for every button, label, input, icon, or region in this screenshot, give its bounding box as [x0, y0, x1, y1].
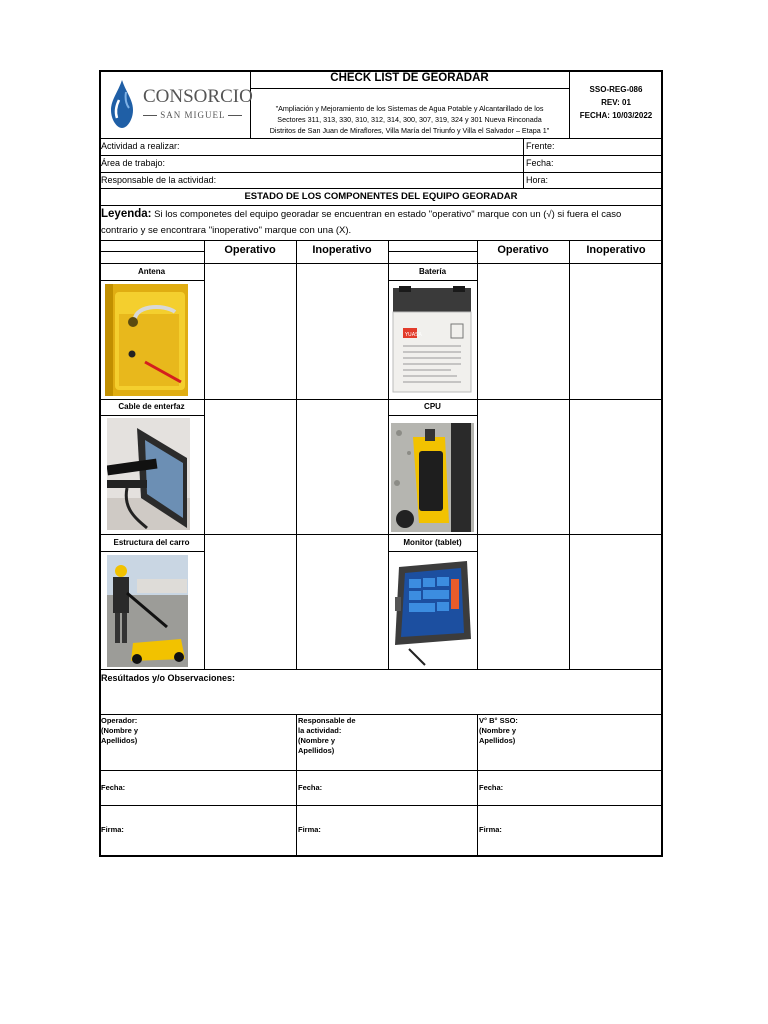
sig-responsable[interactable]: Responsable de la actividad: (Nombre y Apellidos) [298, 716, 356, 755]
observations-area[interactable] [99, 686, 663, 714]
water-drop-icon [109, 78, 135, 130]
field-hora[interactable]: Hora: [526, 175, 549, 185]
doc-rev: REV: 01 [601, 98, 631, 107]
firma-responsable[interactable]: Firma: [298, 825, 321, 834]
antena-photo [105, 284, 188, 396]
project-line-2: Sectores 311, 313, 330, 310, 312, 314, 300, 307, 319, 324 y 301 Nueva Rinconada [277, 115, 542, 124]
component-antena-label: Antena [137, 267, 166, 276]
firma-operador[interactable]: Firma: [101, 825, 124, 834]
sig-vb-sso[interactable]: V° B° SSO: (Nombre y Apellidos) [479, 716, 518, 745]
section-title: ESTADO DE LOS COMPONENTES DEL EQUIPO GEORADAR [244, 191, 518, 202]
cpu-photo [391, 423, 474, 532]
col-inoperativo-right: Inoperativo [586, 244, 646, 256]
bateria-photo [391, 284, 474, 396]
fecha-vb-sso[interactable]: Fecha: [479, 783, 504, 792]
monitor-photo [391, 557, 474, 667]
legend-line-1: Leyenda: Si los componetes del equipo georadar se encuentran en estado "operativo" marque con un (√) si fuera el caso [101, 208, 622, 220]
fecha-responsable[interactable]: Fecha: [298, 783, 323, 792]
project-line-3: Distritos de San Juan de Miraflores, Villa María del Triunfo y Villa el Salvador – Etapa 1" [269, 126, 550, 135]
logo-sub: SAN MIGUEL [143, 110, 231, 120]
estructura-photo [107, 555, 188, 667]
cable-photo [107, 418, 190, 530]
component-cable-label: Cable de enterfaz [118, 402, 185, 411]
col-operativo-left: Operativo [224, 244, 276, 256]
sig-operador[interactable]: Operador: (Nombre y Apellidos) [101, 716, 139, 745]
field-actividad[interactable]: Actividad a realizar: [101, 141, 180, 151]
col-inoperativo-left: Inoperativo [312, 244, 372, 256]
svg-text:YUASA: YUASA [405, 332, 422, 338]
doc-date: FECHA: 10/03/2022 [579, 111, 653, 120]
logo-name: CONSORCIO [143, 86, 253, 107]
component-estructura-label: Estructura del carro [113, 538, 190, 547]
component-bateria-label: Batería [418, 267, 447, 276]
field-frente[interactable]: Frente: [526, 141, 555, 151]
observations-label: Resúltados y/o Observaciones: [101, 673, 236, 683]
company-logo [107, 76, 253, 134]
field-fecha[interactable]: Fecha: [526, 158, 554, 168]
project-line-1: "Ampliación y Mejoramiento de los Sistemas de Agua Potable y Alcantarillado de los [275, 104, 544, 113]
field-area[interactable]: Área de trabajo: [101, 158, 166, 168]
doc-code: SSO-REG-086 [589, 85, 643, 94]
firma-vb-sso[interactable]: Firma: [479, 825, 502, 834]
component-monitor-label: Monitor (tablet) [403, 538, 462, 547]
fecha-operador[interactable]: Fecha: [101, 783, 126, 792]
page-title: CHECK LIST DE GEORADAR [330, 72, 489, 84]
component-cpu-label: CPU [424, 402, 441, 411]
field-responsable[interactable]: Responsable de la actividad: [101, 175, 217, 185]
legend-line-2: contrario y se encontrara "inoperativo" marque con una (X). [101, 225, 352, 236]
col-operativo-right: Operativo [497, 244, 549, 256]
